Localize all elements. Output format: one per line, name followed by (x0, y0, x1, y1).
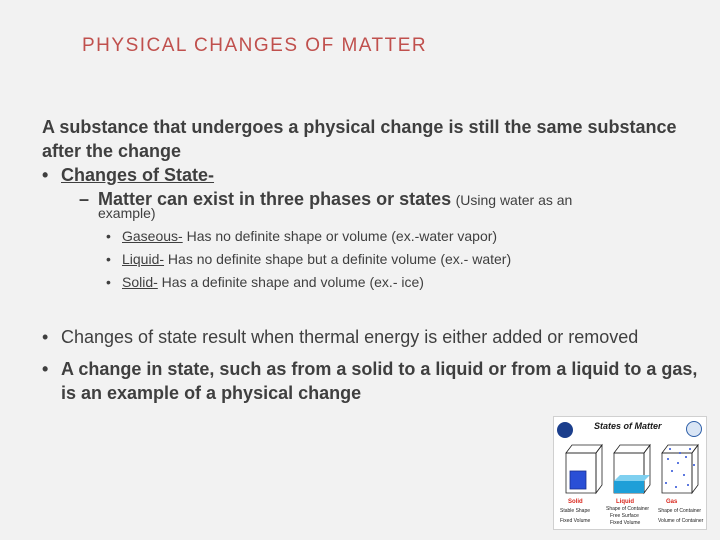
phase-item-solid (106, 271, 692, 294)
bullet-icon: • (106, 251, 111, 267)
page-title: PHYSICAL CHANGES OF MATTER (82, 35, 428, 56)
phase-item-gaseous (106, 225, 692, 248)
bullet-physical-change-example (42, 357, 701, 405)
sub-bullet-phases (79, 187, 692, 221)
solid-cube (566, 445, 602, 493)
bullet-icon: • (42, 327, 49, 347)
bullet-changes-of-state (42, 163, 692, 187)
gas-caption: Volume of Container (658, 518, 704, 524)
solid-label: Solid (568, 499, 583, 505)
intro-paragraph: A substance that undergoes a physical change is still the same substance after the change (42, 117, 677, 161)
figure-title: States of Matter (594, 421, 662, 431)
liquid-cube (614, 445, 650, 493)
liquid-label: Liquid (616, 499, 634, 505)
liquid-caption: Fixed Volume (610, 520, 641, 526)
phase-name: Solid- (122, 274, 158, 290)
bullet-icon: • (106, 228, 111, 244)
solid-caption: Fixed Volume (560, 518, 591, 524)
phase-cubes-illustration (558, 441, 702, 499)
thermal-energy-text: Changes of state result when thermal energy is either added or removed (61, 327, 639, 347)
phase-name: Liquid- (122, 251, 165, 267)
bullet-icon: • (106, 274, 111, 290)
liquid-caption: Shape of Container (606, 506, 650, 512)
gas-label: Gas (666, 499, 678, 505)
phase-desc: Has no definite shape or volume (ex.-water vapor) (182, 228, 498, 244)
content-block (42, 115, 692, 294)
phases-paren-text: (Using water as an (455, 192, 573, 208)
states-of-matter-figure (553, 416, 707, 530)
phase-desc: Has no definite shape but a definite volume (ex.- water) (164, 251, 512, 267)
second-section (42, 325, 702, 405)
globe-icon (686, 421, 702, 437)
changes-of-state-label: Changes of State- (61, 165, 215, 185)
phase-name: Gaseous- (122, 228, 183, 244)
bullet-thermal-energy (42, 325, 702, 349)
physical-change-example-text: A change in state, such as from a solid to a liquid or from a liquid to a gas, is an example of a physical change (61, 359, 698, 403)
gas-caption: Shape of Container (658, 508, 702, 514)
solid-caption: Stable Shape (560, 508, 591, 514)
phases-paren-continued: example) (98, 205, 156, 221)
phase-desc: Has a definite shape and volume (ex.- ice) (157, 274, 424, 290)
liquid-caption: Free Surface (610, 513, 639, 519)
phases-main-text: Matter can exist in three phases or states (98, 189, 452, 209)
gas-particles (665, 448, 695, 488)
bullet-icon: • (42, 359, 49, 379)
phase-item-liquid (106, 248, 692, 271)
nasa-logo-icon (557, 422, 573, 438)
bullet-icon: • (42, 165, 49, 185)
dash-icon: – (79, 189, 90, 209)
